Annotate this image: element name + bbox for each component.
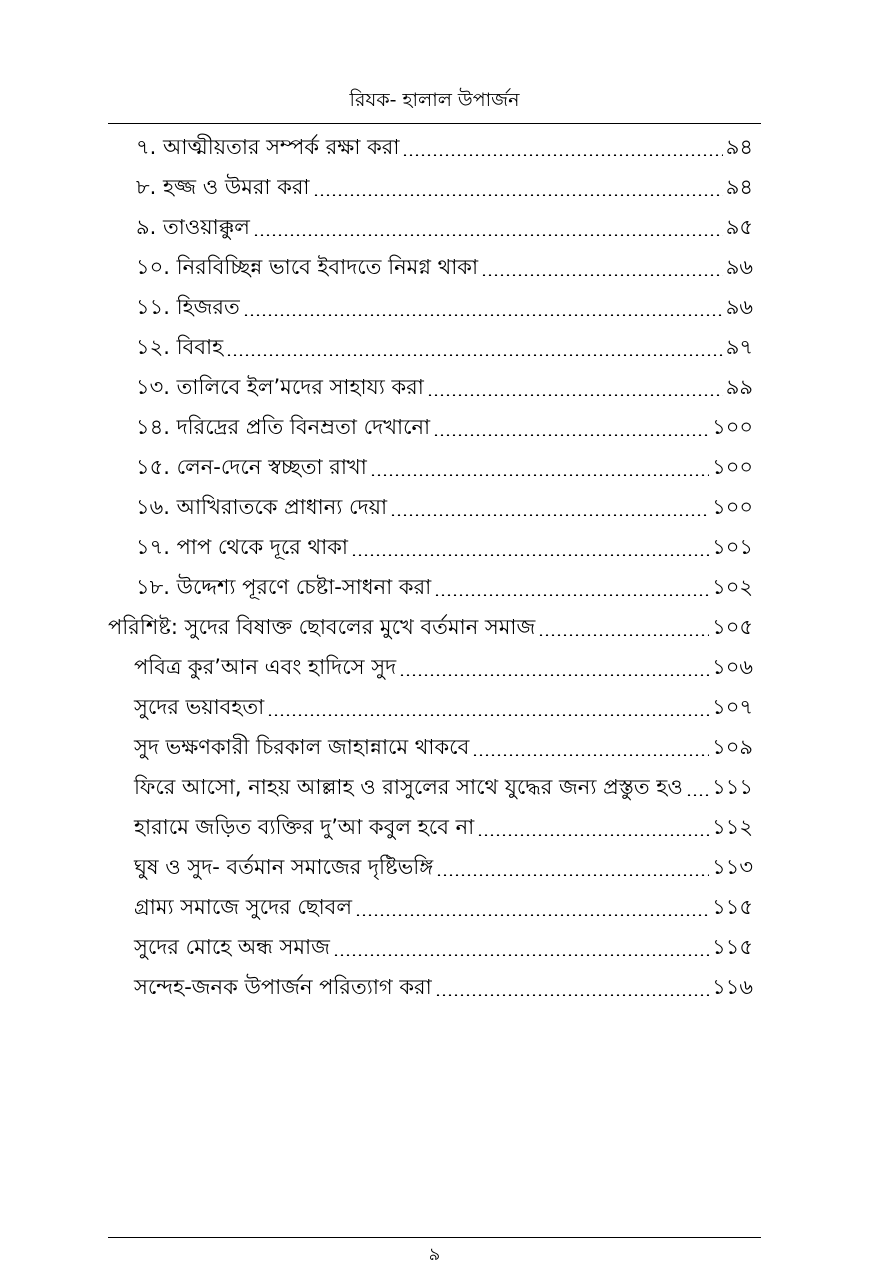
toc-entry-page: ৯৯ bbox=[725, 374, 753, 399]
toc-entry-page: ১১৫ bbox=[712, 934, 753, 959]
toc-entry-title: ১৭. পাপ থেকে দূরে থাকা bbox=[136, 534, 348, 559]
toc-entry-title: ১৬. আখিরাতকে প্রাধান্য দেয়া bbox=[136, 494, 388, 519]
toc-entry-page: ৯৪ bbox=[725, 134, 753, 159]
dot-leader bbox=[313, 194, 723, 196]
toc-entry-page: ১০৯ bbox=[712, 734, 753, 759]
dot-leader bbox=[435, 994, 709, 996]
toc-entry bbox=[108, 568, 753, 608]
toc-entry-page: ৯৭ bbox=[725, 334, 753, 359]
toc-entry-page: ৯৫ bbox=[725, 214, 753, 239]
toc-entry bbox=[108, 848, 753, 888]
dot-leader bbox=[253, 234, 723, 236]
toc-entry-page: ৯৪ bbox=[725, 174, 753, 199]
toc-entry-title: ১৫. লেন-দেনে স্বচ্ছতা রাখা bbox=[136, 454, 367, 479]
toc-entry-title: ১২. বিবাহ bbox=[136, 334, 224, 359]
toc-entry-title: ৯. তাওয়াক্কুল bbox=[136, 214, 250, 239]
toc-entry bbox=[108, 688, 753, 728]
dot-leader bbox=[333, 954, 709, 956]
toc-entry bbox=[108, 728, 753, 768]
dot-leader bbox=[351, 554, 709, 556]
toc-entry-page: ১১৩ bbox=[712, 854, 753, 879]
toc-entry bbox=[108, 648, 753, 688]
toc-entry bbox=[108, 808, 753, 848]
dot-leader bbox=[436, 874, 709, 876]
toc-entry-title: ৭. আত্মীয়তার সম্পর্ক রক্ষা করা bbox=[136, 134, 400, 159]
page-number: ৯ bbox=[428, 1244, 441, 1265]
dot-leader bbox=[402, 154, 722, 156]
toc-entry bbox=[108, 448, 753, 488]
table-of-contents bbox=[108, 128, 753, 1008]
toc-entry-page: ১১১ bbox=[712, 774, 753, 799]
toc-entry-title: ঘুষ ও সুদ- বর্তমান সমাজের দৃষ্টিভঙ্গি bbox=[134, 854, 434, 879]
toc-entry-page: ৯৬ bbox=[725, 294, 753, 319]
toc-entry bbox=[108, 888, 753, 928]
toc-entry-title: ১৮. উদ্দেশ্য পূরণে চেষ্টা-সাধনা করা bbox=[136, 574, 432, 599]
toc-entry-page: ১০০ bbox=[712, 414, 753, 439]
toc-entry bbox=[108, 208, 753, 248]
toc-entry-title: সুদ ভক্ষণকারী চিরকাল জাহান্নামে থাকবে bbox=[134, 734, 470, 759]
dot-leader bbox=[433, 434, 709, 436]
toc-entry-title: গ্রাম্য সমাজে সুদের ছোবল bbox=[134, 894, 353, 919]
toc-entry-title: সুদের মোহে অন্ধ সমাজ bbox=[134, 934, 330, 959]
toc-entry-page: ১০০ bbox=[712, 494, 753, 519]
toc-entry bbox=[108, 168, 753, 208]
toc-entry-title: ১৪. দরিদ্রের প্রতি বিনম্রতা দেখানো bbox=[136, 414, 431, 439]
toc-entry bbox=[108, 768, 753, 808]
toc-entry-title: সন্দেহ-জনক উপার্জন পরিত্যাগ করা bbox=[134, 974, 432, 999]
toc-entry-page: ১১২ bbox=[712, 814, 753, 839]
dot-leader bbox=[472, 754, 709, 756]
dot-leader bbox=[686, 794, 709, 796]
dot-leader bbox=[538, 634, 709, 636]
toc-entry-page: ১০৫ bbox=[712, 614, 753, 639]
toc-entry bbox=[108, 408, 753, 448]
toc-entry-page: ১১৫ bbox=[712, 894, 753, 919]
toc-entry-page: ১০২ bbox=[712, 574, 753, 599]
dot-leader bbox=[355, 914, 709, 916]
toc-entry bbox=[108, 968, 753, 1008]
toc-entry bbox=[108, 288, 753, 328]
dot-leader bbox=[390, 514, 709, 516]
toc-entry bbox=[108, 248, 753, 288]
toc-entry-title: ১০. নিরবিচ্ছিন্ন ভাবে ইবাদতে নিমগ্ন থাকা bbox=[136, 254, 479, 279]
toc-entry-page: ১১৬ bbox=[712, 974, 753, 999]
toc-entry-page: ১০০ bbox=[712, 454, 753, 479]
dot-leader bbox=[477, 834, 709, 836]
toc-entry bbox=[108, 928, 753, 968]
toc-entry-page: ১০৭ bbox=[712, 694, 753, 719]
toc-entry bbox=[108, 368, 753, 408]
header-rule bbox=[108, 123, 761, 124]
toc-entry-title: সুদের ভয়াবহতা bbox=[134, 694, 265, 719]
dot-leader bbox=[370, 474, 709, 476]
toc-entry-page: ৯৬ bbox=[725, 254, 753, 279]
toc-entry-title: ৮. হজ্জ ও উমরা করা bbox=[136, 174, 310, 199]
toc-entry bbox=[108, 488, 753, 528]
toc-entry-title: পরিশিষ্ট: সুদের বিষাক্ত ছোবলের মুখে বর্তমান সমাজ bbox=[108, 614, 536, 639]
dot-leader bbox=[434, 594, 709, 596]
toc-entry-page: ১০১ bbox=[712, 534, 753, 559]
dot-leader bbox=[243, 314, 723, 316]
dot-leader bbox=[226, 354, 723, 356]
dot-leader bbox=[267, 714, 709, 716]
footer-rule bbox=[108, 1237, 761, 1238]
toc-entry bbox=[108, 128, 753, 168]
toc-entry-title: পবিত্র কুর’আন এবং হাদিসে সুদ bbox=[134, 654, 397, 679]
toc-entry bbox=[108, 528, 753, 568]
running-header: রিযক- হালাল উপার্জন bbox=[349, 89, 520, 111]
toc-entry bbox=[108, 608, 753, 648]
toc-entry-title: ১১. হিজরত bbox=[136, 294, 240, 319]
dot-leader bbox=[399, 674, 709, 676]
toc-entry-page: ১০৬ bbox=[712, 654, 753, 679]
toc-entry bbox=[108, 328, 753, 368]
toc-entry-title: ১৩. তালিবে ইল’মদের সাহায্য করা bbox=[136, 374, 424, 399]
dot-leader bbox=[481, 274, 723, 276]
dot-leader bbox=[427, 394, 723, 396]
toc-entry-title: ফিরে আসো, নাহয় আল্লাহ ও রাসুলের সাথে যুদ্ধের জন্য প্রস্তুত হও bbox=[134, 774, 683, 799]
toc-entry-title: হারামে জড়িত ব্যক্তির দু’আ কবুল হবে না bbox=[134, 814, 475, 839]
